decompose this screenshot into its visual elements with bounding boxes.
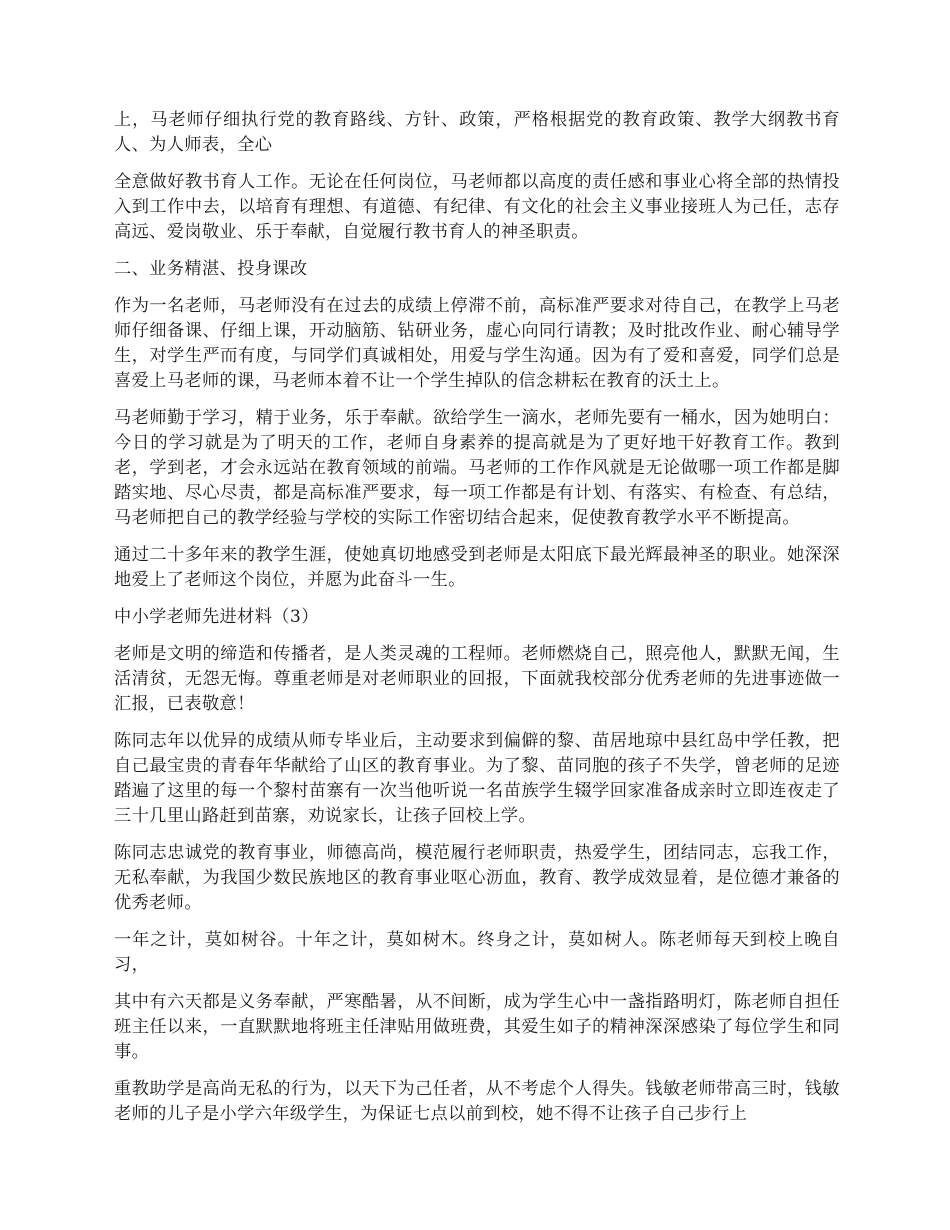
paragraph: 一年之计，莫如树谷。十年之计，莫如树木。终身之计，莫如树人。陈老师每天到校上晚自习，: [114, 930, 840, 975]
paragraph: 全意做好教书育人工作。无论在任何岗位，马老师都以高度的责任感和事业心将全部的热情投入到工作中去，以培育有理想、有道德、有纪律、有文化的社会主义事业接班人为己任，志存高远、爱岗敬业、乐于奉献，自觉履行教书育人的神圣职责。: [114, 172, 840, 242]
section-heading: 二、业务精湛、投身课改: [114, 259, 308, 279]
paragraph: 马老师勤于学习，精于业务，乐于奉献。欲给学生一滴水，老师先要有一桶水，因为她明白：今日的学习就是为了明天的工作，老师自身素养的提高就是为了更好地干好教育工作。教到老，学到老，才会永远站在教育领域的前端。马老师的工作作风就是无论做哪一项工作都是脚踏实地、尽心尽责，都是高标准严要求，每一项工作都是有计划、有落实、有检查、有总结，马老师把自己的教学经验与学校的实际工作密切结合起来，促使教育教学水平不断提高。: [114, 408, 840, 528]
paragraph: 上，马老师仔细执行党的教育路线、方针、政策，严格根据党的教育政策、教学大纲教书育人、为人师表，全心: [114, 110, 840, 155]
paragraph: 重教助学是高尚无私的行为，以天下为己任者，从不考虑个人得失。钱敏老师带高三时，钱敏老师的儿子是小学六年级学生，为保证七点以前到校，她不得不让孩子自己步行上: [114, 1079, 840, 1124]
paragraph: 其中有六天都是义务奉献，严寒酷暑，从不间断，成为学生心中一盏指路明灯，陈老师自担任班主任以来，一直默默地将班主任津贴用做班费，其爱生如子的精神深深感染了每位学生和同事。: [114, 992, 840, 1062]
paragraph: 老师是文明的缔造和传播者，是人类灵魂的工程师。老师燃烧自己，照亮他人，默默无闻，生活清贫，无怨无悔。尊重老师是对老师职业的回报，下面就我校部分优秀老师的先进事迹做一汇报，已表敬意！: [114, 644, 840, 714]
paragraph: 作为一名老师，马老师没有在过去的成绩上停滞不前，高标准严要求对待自己，在教学上马老师仔细备课、仔细上课，开动脑筋、钻研业务，虚心向同行请教；及时批改作业、耐心辅导学生，对学生严而有度，与同学们真诚相处，用爱与学生沟通。因为有了爱和喜爱，同学们总是喜爱上马老师的课，马老师本着不让一个学生掉队的信念耕耘在教育的沃土上。: [114, 296, 840, 391]
paragraph: 陈同志忠诚党的教育事业，师德高尚，模范履行老师职责，热爱学生，团结同志，忘我工作，无私奉献，为我国少数民族地区的教育事业呕心沥血，教育、教学成效显着，是位德才兼备的优秀老师。: [114, 843, 840, 913]
document-page: [114, 108, 840, 1139]
paragraph: 通过二十多年来的教学生涯，使她真切地感受到老师是太阳底下最光辉最神圣的职业。她深深地爱上了老师这个岗位，并愿为此奋斗一生。: [114, 545, 840, 590]
paragraph: 陈同志年以优异的成绩从师专毕业后，主动要求到偏僻的黎、苗居地琼中县红岛中学任教，把自己最宝贵的青春年华献给了山区的教育事业。为了黎、苗同胞的孩子不失学，曾老师的足迹踏遍了这里的每一个黎村苗寨有一次当他听说一名苗族学生辍学回家准备成亲时立即连夜走了三十几里山路赶到苗寨，劝说家长，让孩子回校上学。: [114, 731, 840, 826]
section-heading: 中小学老师先进材料（3）: [114, 607, 319, 627]
